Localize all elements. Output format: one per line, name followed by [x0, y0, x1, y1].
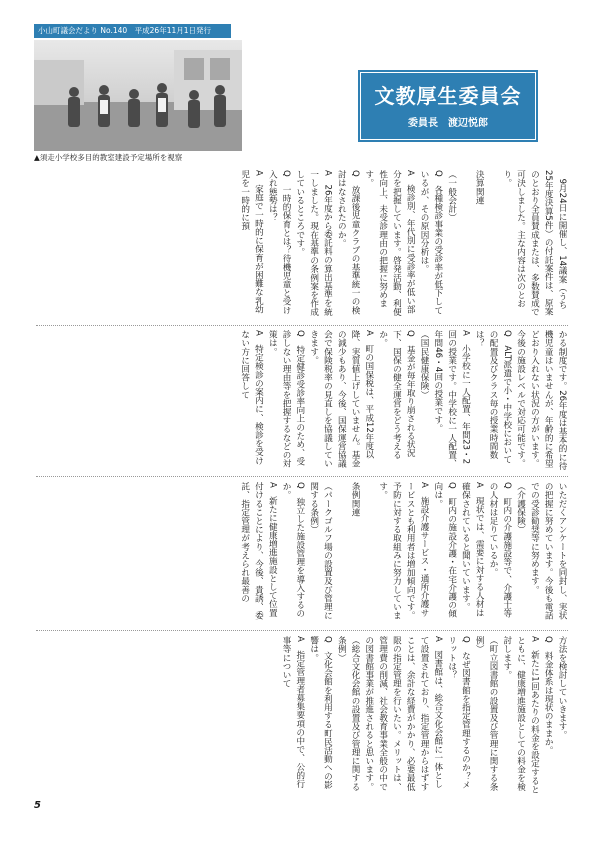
inspection-photo	[34, 40, 242, 151]
divider	[36, 476, 568, 477]
page-number: 5	[34, 800, 41, 811]
text-block-4: 方法を検討していきます。 Q 料金体系は現状のままか。 A 新たに1回あたりの料金を設定するとともに、健康増進施設としての料金を検討します。 （町立図書館の設置及び管理に関する条例） Q なぜ図書館を指定管理するのか？メリットは？ A 図書館は、総合文化会館に一体として設置されており、指定管理からはずすことは、余計な経費がかかり、必要最低限の指定管理を行いたい。メリットは、管理費の削減、社会教育事業全般の中での図書館事業が推進されると思います。 （総合文化会館の設置及び管理に関する条例） Q 文化会館を利用する町民活動への影響は。 A 指定管理者募集要項の中で、公的行事等について	[281, 636, 567, 794]
inspection-photo-image	[34, 40, 242, 151]
committee-chair: 委員長 渡辺悦郎	[408, 118, 488, 129]
divider	[36, 630, 568, 631]
text-block-2: かる制度です。26年度は基本的に待機児童はいませんが、年齢的に希望どおり入れない状況の方がいます。今後の施設レベルで対応可能です。 Q ALT派遣で小・中学校においての配置及びクラス毎の授業時間数は？ A 小学校に一人配置、年間23・2回の授業です。中学校に一人配置、年間46・4回の授業です。 （国民健康保険） Q 基金が毎年取り崩される状況下、国保の健全運営をどう考えるか。 A 町の国保税は、平成12年度以降、実質値上げしていません。基金の減少もあり、今後、国保運営協議会で保険税率の見直しを協議していきます。 Q 特定健診受診率向上のため、受診しない理由等を把握するなどの対策は。 A 特定検診の案内に、検診を受けない方に回答して	[239, 330, 567, 470]
divider	[36, 325, 568, 326]
text-block-3: いただくアンケートを同封し、実状の把握に努めています。今後も電話での受診勧奨等に努めます。 （介護保険） Q 町内の介護施設等で、介護士等の人材は足りているか。 A 現状では、需要に対する人材は確保されていると聞いています。 Q 町内の施設介護・在宅介護の傾向は。 A 施設介護サービス・通所介護サービスとも利用者は増加傾向です。予防に対する取組みに努力しています。 条例関連 （パークゴルフ場の設置及び管理に関する条例） Q 独立した施設管理を導入するのか。 A 新たに健康増進施設として位置付けることにより、今後、貴誘、委託、指定管理が考えられ最善の	[239, 482, 567, 620]
photo-caption: ▲須走小学校多目的教室建設予定場所を視察	[34, 153, 183, 162]
committee-title-box	[358, 70, 538, 142]
newsletter-header: 小山町議会だより No.140 平成26年11月1日発行	[34, 24, 231, 38]
committee-title: 文教厚生委員会	[374, 84, 522, 108]
text-block-1: 9月24日に開催し、14議案（うち25年度決算5件）の付託案件は、原案のとおり全員賛成または、多数賛成で可決しました。主な内容は次のとおり。 決算関連 （一般会計） Q 各種検診事業の受診率が低下しているが、その原因分析は。 A 検診別、年代別に受診率が低い部分を把握しています。啓発活動、利便性向上、未受診理由の把握に努めます。 Q 放課後児童クラブの基準統一の検討はなされたのか。 A 26年度から委託料の算出基準を統一しました。現在基準の条例案を作成しているところです。 Q 一時的保育とは？待機児童と受け入れ態勢は？ A 家庭で一時的に保育が困難な乳幼児を一時的に預	[239, 170, 567, 317]
